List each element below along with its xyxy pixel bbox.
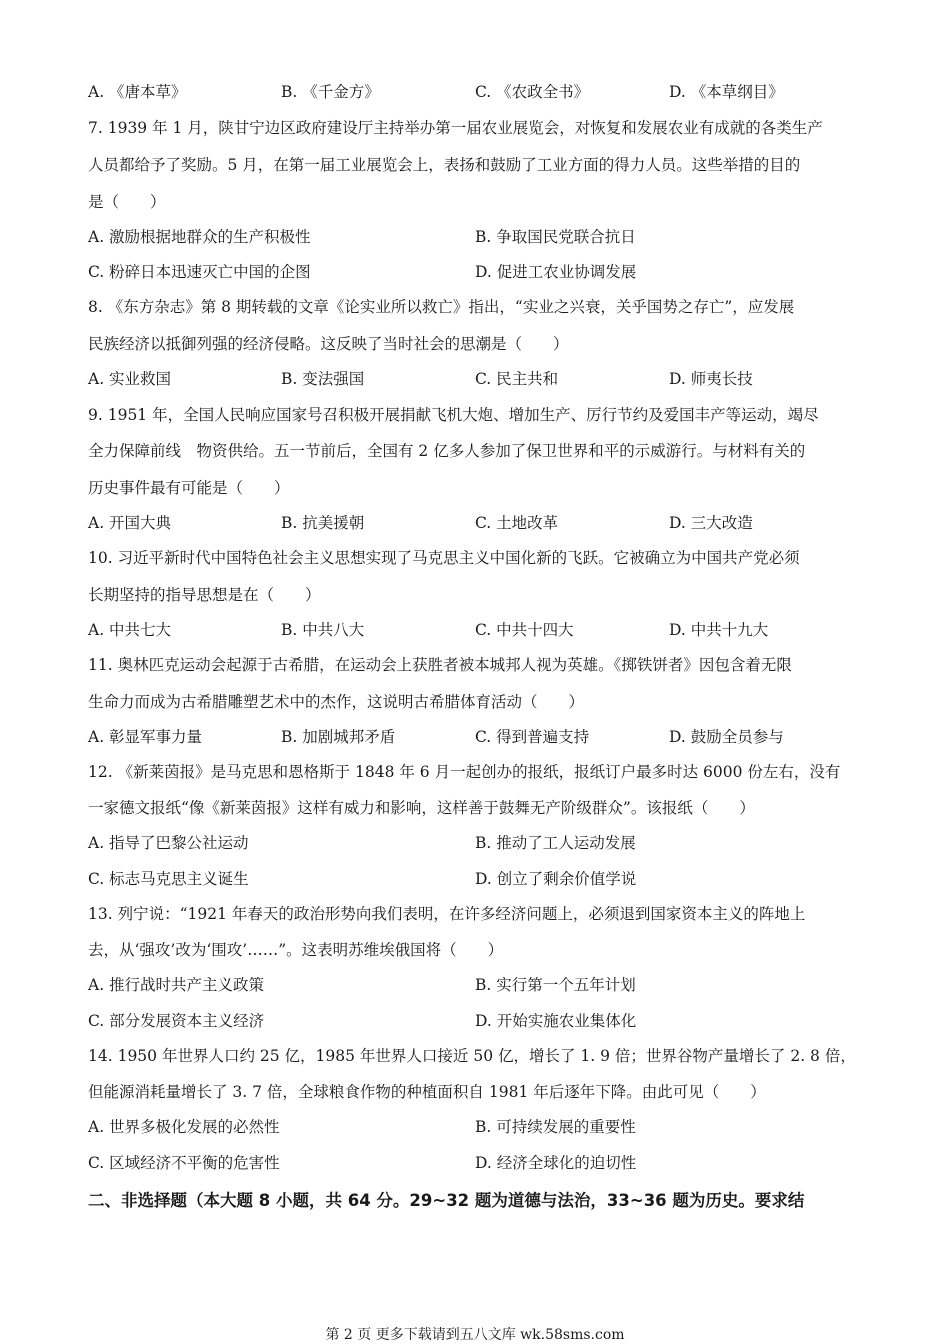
q11-stem-line-2: 生命力而成为古希腊雕塑艺术中的杰作，这说明古希腊体育活动（ ）	[88, 693, 585, 711]
q14-option-d: D. 经济全球化的迫切性	[475, 1154, 637, 1172]
q11-stem-line-1: 11. 奥林匹克运动会起源于古希腊，在运动会上获胜者被本城邦人视为英雄。《掷铁饼者》因包含着无限	[88, 656, 792, 674]
q13-option-b: B. 实行第一个五年计划	[475, 976, 636, 994]
q8-option-a: A. 实业救国	[88, 370, 172, 388]
q13-option-c: C. 部分发展资本主义经济	[88, 1012, 265, 1030]
page-footer: 第 2 页 更多下载请到五八文库 wk.58sms.com	[325, 1327, 625, 1343]
q6-option-d: D. 《本草纲目》	[669, 83, 784, 101]
q10-option-d: D. 中共十九大	[669, 621, 769, 639]
q10-option-b: B. 中共八大	[281, 621, 365, 639]
q6-option-a: A. 《唐本草》	[88, 83, 187, 101]
q10-option-a: A. 中共七大	[88, 621, 172, 639]
q7-stem-line-2: 人员都给予了奖励。5 月，在第一届工业展览会上，表扬和鼓励了工业方面的得力人员。这些举措的目的	[88, 156, 801, 174]
q9-option-a: A. 开国大典	[88, 514, 172, 532]
q7-stem-line-1: 7. 1939 年 1 月，陕甘宁边区政府建设厅主持举办第一届农业展览会，对恢复和发展农业有成就的各类生产	[88, 119, 823, 137]
q14-option-a: A. 世界多极化发展的必然性	[88, 1118, 280, 1136]
q12-option-d: D. 创立了剩余价值学说	[475, 870, 637, 888]
q13-option-a: A. 推行战时共产主义政策	[88, 976, 265, 994]
q10-stem-line-2: 长期坚持的指导思想是在（ ）	[88, 586, 321, 604]
q14-option-b: B. 可持续发展的重要性	[475, 1118, 636, 1136]
q11-option-a: A. 彰显军事力量	[88, 728, 203, 746]
q9-stem-line-2: 全力保障前线 物资供给。五一节前后，全国有 2 亿多人参加了保卫世界和平的示威游行。与材料有关的	[88, 442, 806, 460]
q11-option-d: D. 鼓励全员参与	[669, 728, 784, 746]
q13-stem-line-2: 去，从‘强攻’改为‘围攻’……”。这表明苏维埃俄国将（ ）	[88, 941, 504, 959]
q9-option-c: C. 土地改革	[475, 514, 559, 532]
q8-stem-line-1: 8. 《东方杂志》第 8 期转载的文章《论实业所以救亡》指出，“实业之兴衰，关乎国势之存亡”，应发展	[88, 298, 795, 316]
q12-option-c: C. 标志马克思主义诞生	[88, 870, 249, 888]
q7-option-a: A. 激励根据地群众的生产积极性	[88, 228, 311, 246]
q12-stem-line-1: 12. 《新莱茵报》是马克思和恩格斯于 1848 年 6 月一起创办的报纸，报纸订户最多时达 6000 份左右，没有	[88, 763, 841, 781]
q12-option-b: B. 推动了工人运动发展	[475, 834, 636, 852]
q7-option-d: D. 促进工农业协调发展	[475, 263, 637, 281]
q10-option-c: C. 中共十四大	[475, 621, 574, 639]
q9-stem-line-3: 历史事件最有可能是（ ）	[88, 479, 290, 497]
q13-option-d: D. 开始实施农业集体化	[475, 1012, 637, 1030]
q7-option-c: C. 粉碎日本迅速灭亡中国的企图	[88, 263, 311, 281]
q7-option-b: B. 争取国民党联合抗日	[475, 228, 636, 246]
q6-option-c: C. 《农政全书》	[475, 83, 590, 101]
q12-stem-line-2: 一家德文报纸“像《新莱茵报》这样有威力和影响，这样善于鼓舞无产阶级群众”。该报纸（ ）	[88, 799, 755, 817]
q7-stem-line-3: 是（ ）	[88, 193, 166, 211]
q8-option-b: B. 变法强国	[281, 370, 365, 388]
q8-option-c: C. 民主共和	[475, 370, 559, 388]
q8-stem-line-2: 民族经济以抵御列强的经济侵略。这反映了当时社会的思潮是（ ）	[88, 335, 569, 353]
q11-option-b: B. 加剧城邦矛盾	[281, 728, 396, 746]
q10-stem-line-1: 10. 习近平新时代中国特色社会主义思想实现了马克思主义中国化新的飞跃。它被确立为中国共产党必须	[88, 549, 800, 567]
q8-option-d: D. 师夷长技	[669, 370, 753, 388]
q6-option-b: B. 《千金方》	[281, 83, 380, 101]
q14-stem-line-2: 但能源消耗量增长了 3. 7 倍，全球粮食作物的种植面积自 1981 年后逐年下降。由此可见（ ）	[88, 1083, 766, 1101]
section-2-heading: 二、非选择题（本大题 8 小题，共 64 分。29~32 题为道德与法治，33~36 题为历史。要求结	[88, 1191, 805, 1210]
q9-option-b: B. 抗美援朝	[281, 514, 365, 532]
q11-option-c: C. 得到普遍支持	[475, 728, 590, 746]
q14-stem-line-1: 14. 1950 年世界人口约 25 亿，1985 年世界人口接近 50 亿，增长了 1. 9 倍；世界谷物产量增长了 2. 8 倍，	[88, 1047, 856, 1065]
q12-option-a: A. 指导了巴黎公社运动	[88, 834, 249, 852]
q9-stem-line-1: 9. 1951 年，全国人民响应国家号召积极开展捐献飞机大炮、增加生产、厉行节约及爱国丰产等运动，竭尽	[88, 406, 819, 424]
q13-stem-line-1: 13. 列宁说：“1921 年春天的政治形势向我们表明，在许多经济问题上，必须退到国家资本主义的阵地上	[88, 905, 806, 923]
q14-option-c: C. 区域经济不平衡的危害性	[88, 1154, 280, 1172]
q9-option-d: D. 三大改造	[669, 514, 753, 532]
